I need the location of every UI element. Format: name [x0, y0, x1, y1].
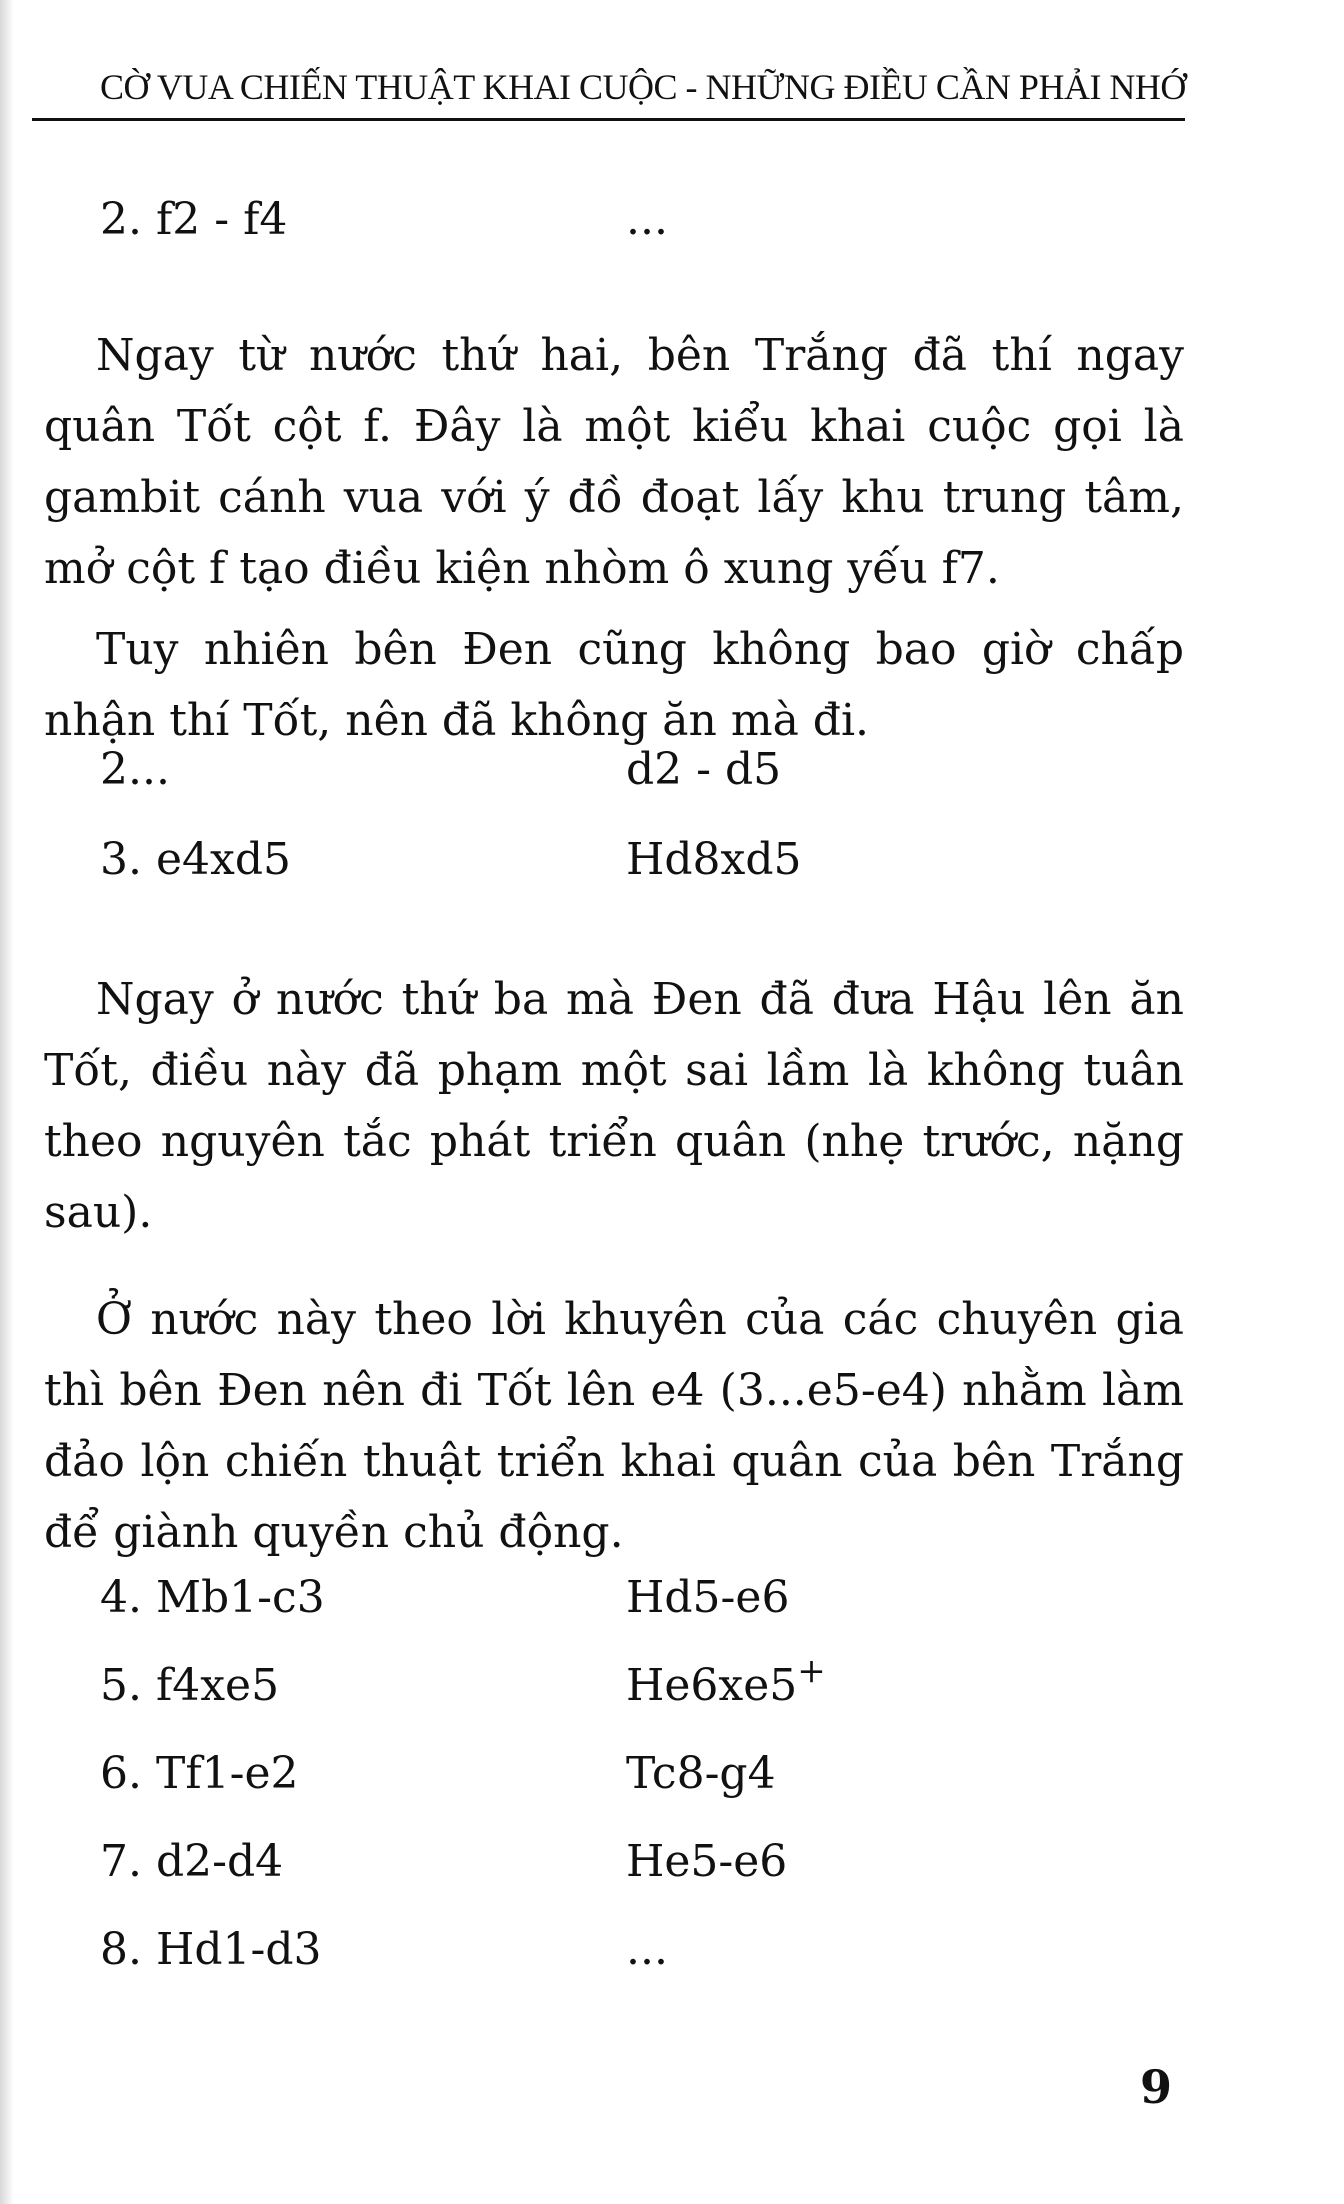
- check-mark: +: [797, 1651, 826, 1691]
- move-row: [0, 190, 1344, 250]
- black-move: [626, 1832, 787, 1895]
- move-row: [0, 1832, 1344, 1892]
- white-move: 7. d2-d4: [100, 1836, 284, 1887]
- white-move: 8. Hd1-d3: [100, 1924, 322, 1975]
- move-row: [0, 1568, 1344, 1628]
- black-move: [626, 740, 781, 803]
- white-move: 3. e4xd5: [100, 834, 291, 885]
- black-move: [626, 190, 668, 253]
- white-move: 2...: [100, 744, 170, 795]
- move-row: [0, 1651, 1344, 1716]
- black-move: [626, 1568, 789, 1631]
- black-move-text: ...: [626, 194, 668, 245]
- black-move: [626, 830, 802, 893]
- move-row: [0, 740, 1344, 800]
- move-row: [0, 1744, 1344, 1804]
- black-move-text: d2 - d5: [626, 744, 782, 795]
- page-number: 9: [1140, 2060, 1173, 2114]
- white-move: 6. Tf1-e2: [100, 1748, 299, 1799]
- black-move-text: Hd5-e6: [626, 1572, 790, 1623]
- paragraph: Ngay ở nước thứ ba mà Đen đã đưa Hậu lên ăn Tốt, điều này đã phạm một sai lầm là không tuân theo nguyên tắc phát triển quân (nhẹ trước, nặng sau).: [44, 974, 1184, 1238]
- paragraph: Ngay từ nước thứ hai, bên Trắng đã thí ngay quân Tốt cột f. Đây là một kiểu khai cuộc gọi là gambit cánh vua với ý đồ đoạt lấy khu trung tâm, mở cột f tạo điều kiện nhòm ô xung yếu f7.: [44, 330, 1184, 594]
- move-row: [0, 1920, 1344, 1980]
- paragraph: Ở nước này theo lời khuyên của các chuyên gia thì bên Đen nên đi Tốt lên e4 (3...e5-e4) nhằm làm đảo lộn chiến thuật triển khai quân của bên Trắng để giành quyền chủ động.: [44, 1294, 1184, 1558]
- paragraph: Tuy nhiên bên Đen cũng không bao giờ chấp nhận thí Tốt, nên đã không ăn mà đi.: [44, 624, 1184, 746]
- black-move-text: Hd8xd5: [626, 834, 802, 885]
- running-header: CỜ VUA CHIẾN THUẬT KHAI CUỘC - NHỮNG ĐIỀU CẦN PHẢI NHỚ: [100, 67, 1186, 107]
- black-move-text: Tc8-g4: [626, 1748, 776, 1799]
- black-move-text: He6xe5: [626, 1660, 798, 1711]
- black-move: [626, 1744, 776, 1807]
- white-move: 2. f2 - f4: [100, 194, 288, 245]
- white-move: 5. f4xe5: [100, 1660, 280, 1711]
- move-row: [0, 830, 1344, 890]
- white-move: 4. Mb1-c3: [100, 1572, 325, 1623]
- black-move: [626, 1651, 826, 1719]
- black-move-text: He5-e6: [626, 1836, 788, 1887]
- black-move-text: ...: [626, 1924, 668, 1975]
- header-rule: [32, 118, 1185, 121]
- black-move: [626, 1920, 668, 1983]
